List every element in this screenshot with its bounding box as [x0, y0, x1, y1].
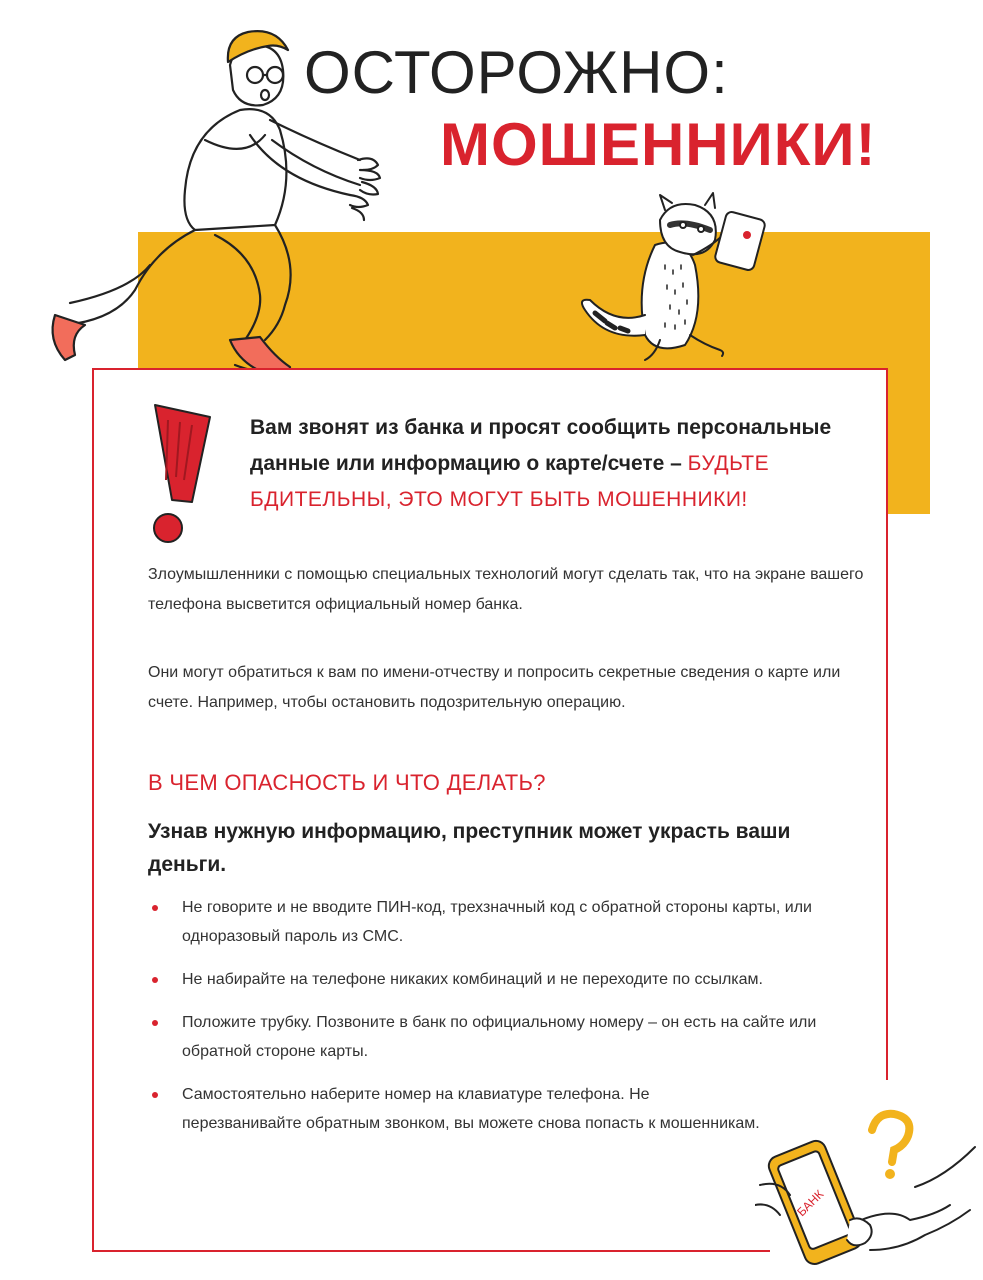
list-item: Положите трубку. Позвоните в банк по официальному номеру – он есть на сайте или обратной стороне карты.	[148, 1008, 862, 1066]
list-item: Не говорите и не вводите ПИН-код, трехзначный код с обратной стороны карты, или одноразовый пароль из СМС.	[148, 893, 822, 951]
list-item: Не набирайте на телефоне никаких комбинаций и не переходите по ссылкам.	[148, 965, 782, 994]
running-man-illustration	[40, 20, 400, 390]
section-heading: В ЧЕМ ОПАСНОСТЬ И ЧТО ДЕЛАТЬ?	[148, 770, 546, 795]
section-bold-statement: Узнав нужную информацию, преступник может украсть ваши деньги.	[148, 820, 791, 876]
phone-in-hand-illustration	[755, 1125, 980, 1275]
intro-red-warning: БУДЬТЕ БДИТЕЛЬНЫ, ЭТО МОГУТ БЫТЬ МОШЕННИКИ!	[250, 452, 770, 511]
exclamation-mark-icon	[140, 400, 220, 550]
page-title-line2: МОШЕННИКИ!	[440, 111, 877, 178]
advice-list	[148, 893, 848, 1152]
intro-warning	[250, 410, 850, 518]
list-item: Самостоятельно наберите номер на клавиатуре телефона. Не перезванивайте обратным звонком, вы можете снова попасть к мошенникам.	[148, 1080, 762, 1138]
page-title-line1: ОСТОРОЖНО:	[304, 39, 729, 106]
phone-screen-text: БАНК	[794, 1187, 827, 1220]
paragraph-technology: Злоумышленники с помощью специальных технологий могут сделать так, что на экране вашего телефона высветится официальный номер банка.	[148, 566, 864, 613]
intro-bold-text: Вам звонят из банка и просят сообщить персональные данные или информацию о карте/счете –	[250, 416, 832, 475]
paragraph-request: Они могут обратиться к вам по имени-отчеству и попросить секретные сведения о карте или счете. Например, чтобы остановить подозрительную операцию.	[148, 664, 841, 711]
raccoon-thief-illustration	[575, 185, 775, 370]
